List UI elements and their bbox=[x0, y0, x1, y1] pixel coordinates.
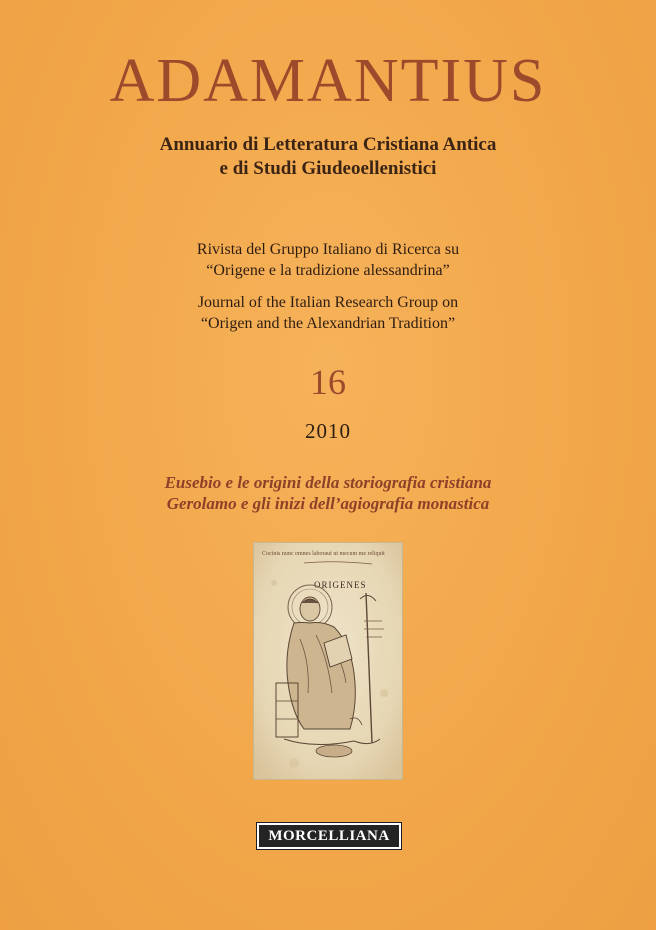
issue-theme-2: Gerolamo e gli inizi dell’agiografia monastica bbox=[166, 494, 490, 513]
issue-theme-1: Eusebio e le origini della storiografia cristiana bbox=[164, 473, 492, 492]
manuscript-header-text: Cocinis nunc omnes laboraui ut mecum me reliquit bbox=[262, 551, 385, 557]
english-description-line-1: Journal of the Italian Research Group on bbox=[197, 294, 459, 311]
manuscript-illustration bbox=[254, 543, 402, 779]
origen-miniature-image bbox=[254, 543, 402, 779]
manuscript-caption: ORIGENES bbox=[314, 580, 367, 590]
publication-year: 2010 bbox=[305, 419, 351, 443]
english-description bbox=[0, 292, 656, 334]
english-description-line-2: “Origen and the Alexandrian Tradition” bbox=[200, 315, 456, 332]
subtitle-line-1: Annuario di Letteratura Cristiana Antica bbox=[159, 134, 497, 155]
issue-themes bbox=[0, 472, 656, 514]
journal-title: ADAMANTIUS bbox=[109, 47, 547, 115]
publisher-name: MORCELLIANA bbox=[259, 825, 399, 847]
publisher-logo bbox=[256, 822, 402, 850]
italian-description-line-1: Rivista del Gruppo Italiano di Ricerca su bbox=[196, 241, 460, 258]
italian-description bbox=[0, 239, 656, 281]
italian-description-line-2: “Origene e la tradizione alessandrina” bbox=[206, 262, 450, 279]
volume-number: 16 bbox=[310, 362, 346, 402]
journal-subtitle bbox=[0, 133, 656, 181]
subtitle-line-2: e di Studi Giudeoellenistici bbox=[219, 158, 437, 179]
